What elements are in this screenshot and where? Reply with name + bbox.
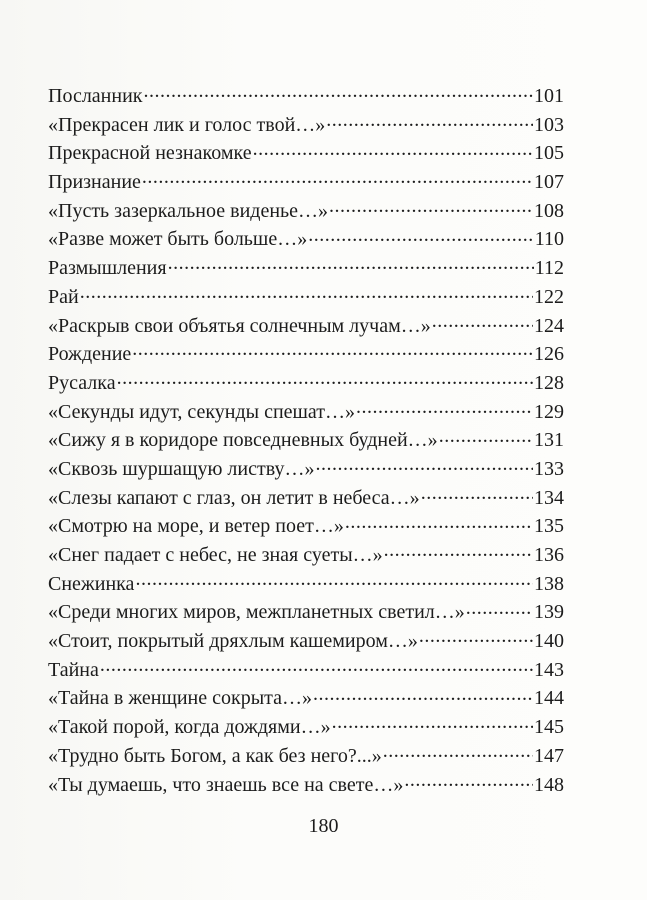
toc-entry: [48, 426, 564, 455]
dot-leader: [421, 484, 533, 504]
toc-entry-page: 126: [534, 343, 564, 366]
toc-entry-page: 135: [534, 515, 564, 538]
toc-entry-page: 107: [534, 171, 564, 194]
toc-entry-page: 108: [534, 199, 564, 222]
toc-entry-title: «Разве может быть больше…»: [48, 228, 308, 251]
dot-leader: [168, 254, 534, 274]
dot-leader: [432, 312, 533, 332]
toc-entry-title: «Сижу я в коридоре повседневных будней…»: [48, 429, 438, 452]
dot-leader: [142, 168, 533, 188]
toc-entry: [48, 684, 564, 713]
toc-entry-title: Рай: [48, 285, 79, 308]
toc-entry-title: Тайна: [48, 658, 99, 681]
toc-entry-page: 129: [534, 400, 564, 423]
dot-leader: [384, 541, 533, 561]
toc-entry-page: 128: [534, 371, 564, 394]
dot-leader: [132, 340, 533, 360]
dot-leader: [308, 225, 534, 245]
dot-leader: [439, 426, 533, 446]
toc-entry-title: Рождение: [48, 343, 132, 366]
toc-entry: [48, 111, 564, 140]
toc-entry-title: «Тайна в женщине сокрыта…»: [48, 687, 313, 710]
toc-entry: [48, 627, 564, 656]
toc-entry: [48, 225, 564, 254]
toc-entry: [48, 484, 564, 513]
toc-entry: [48, 713, 564, 742]
table-of-contents: [48, 82, 564, 799]
toc-entry: [48, 369, 564, 398]
toc-entry-title: Русалка: [48, 371, 116, 394]
dot-leader: [313, 684, 533, 704]
toc-entry-page: 110: [534, 228, 564, 251]
toc-entry-title: «Среди многих миров, межпланетных светил…»: [48, 601, 465, 624]
toc-entry-title: «Такой порой, когда дождями…»: [48, 716, 331, 739]
toc-entry-page: 136: [534, 544, 564, 566]
toc-entry-page: 143: [534, 658, 564, 681]
toc-entry: [48, 598, 564, 627]
toc-entry-title: Прекрасной незнакомке: [48, 142, 252, 165]
dot-leader: [315, 455, 533, 475]
toc-entry: [48, 512, 564, 541]
toc-entry-title: «Пусть зазеркальное виденье…»: [48, 199, 329, 222]
page-number: 180: [308, 815, 339, 837]
dot-leader: [404, 771, 533, 791]
dot-leader: [356, 398, 533, 418]
toc-entry-page: 105: [534, 142, 564, 165]
toc-entry-page: 138: [534, 572, 564, 595]
toc-entry-title: Снежинка: [48, 572, 135, 595]
dot-leader: [100, 656, 533, 676]
toc-entry: [48, 283, 564, 312]
toc-entry-title: «Трудно быть Богом, а как без него?...»: [48, 744, 382, 767]
toc-entry: [48, 82, 564, 111]
toc-entry-title: «Смотрю на море, и ветер поет…»: [48, 515, 344, 538]
dot-leader: [332, 713, 533, 733]
toc-entry: [48, 541, 564, 570]
toc-entry-title: «Прекрасен лик и голос твой…»: [48, 113, 326, 136]
toc-entry: [48, 771, 564, 800]
toc-entry-page: 122: [534, 285, 564, 308]
dot-leader: [345, 512, 533, 532]
dot-leader: [144, 82, 533, 102]
toc-entry: [48, 139, 564, 168]
toc-entry-page: 144: [534, 687, 564, 710]
dot-leader: [253, 139, 533, 159]
toc-entry: [48, 455, 564, 484]
dot-leader: [329, 197, 533, 217]
toc-entry-title: «Слезы капают с глаз, он летит в небеса…»: [48, 486, 420, 509]
toc-entry-title: «Снег падает с небес, не зная суеты…»: [48, 544, 383, 566]
toc-entry-title: «Раскрыв свои объятья солнечным лучам…»: [48, 314, 431, 337]
toc-entry-page: 139: [534, 601, 564, 624]
dot-leader: [135, 570, 533, 590]
toc-entry: [48, 742, 564, 771]
dot-leader: [117, 369, 533, 389]
toc-entry: [48, 197, 564, 226]
toc-entry: [48, 168, 564, 197]
toc-entry-title: «Стоит, покрытый дряхлым кашемиром…»: [48, 630, 418, 653]
toc-entry-page: 134: [534, 486, 564, 509]
toc-entry: [48, 570, 564, 599]
dot-leader: [326, 111, 533, 131]
toc-entry: [48, 254, 564, 283]
toc-entry: [48, 312, 564, 341]
toc-entry: [48, 340, 564, 369]
dot-leader: [419, 627, 533, 647]
toc-entry-title: «Секунды идут, секунды спешат…»: [48, 400, 356, 423]
toc-entry-title: «Сквозь шуршащую листву…»: [48, 457, 315, 480]
toc-entry-title: «Ты думаешь, что знаешь все на свете…»: [48, 773, 404, 796]
toc-entry: [48, 398, 564, 427]
dot-leader: [466, 598, 533, 618]
toc-entry-page: 131: [534, 429, 564, 452]
toc-entry-title: Посланник: [48, 85, 143, 107]
toc-entry-page: 124: [534, 314, 564, 337]
toc-entry-title: Размышления: [48, 257, 167, 280]
toc-entry-page: 112: [534, 257, 564, 280]
toc-entry-page: 145: [534, 716, 564, 739]
dot-leader: [383, 742, 533, 762]
toc-entry-title: Признание: [48, 171, 141, 194]
toc-entry: [48, 656, 564, 685]
toc-entry-page: 140: [534, 630, 564, 653]
toc-entry-page: 148: [534, 773, 564, 796]
toc-entry-page: 103: [534, 113, 564, 136]
dot-leader: [80, 283, 533, 303]
toc-entry-page: 133: [534, 457, 564, 480]
toc-entry-page: 101: [534, 85, 564, 107]
toc-entry-page: 147: [534, 744, 564, 767]
